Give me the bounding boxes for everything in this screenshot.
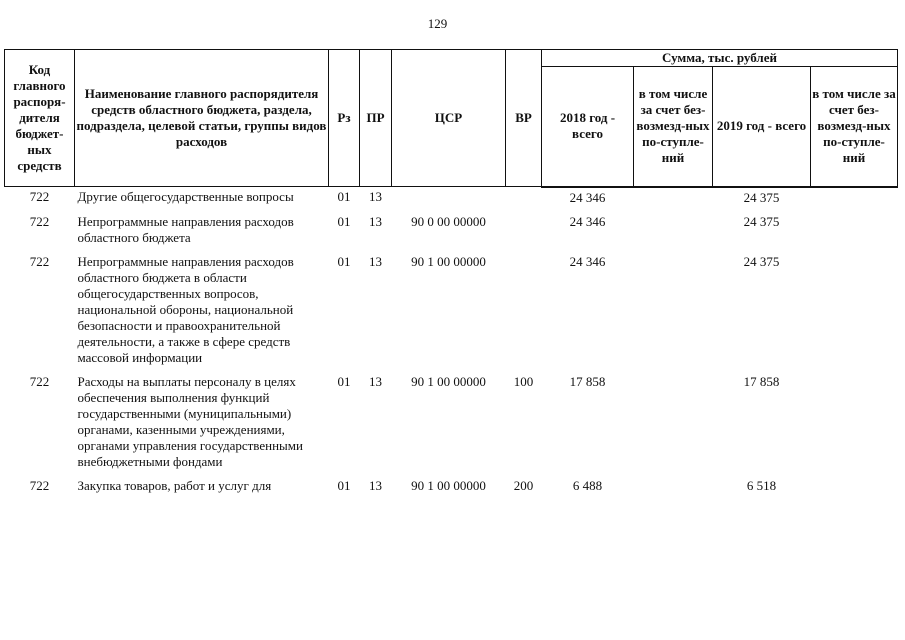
cell-csr: 90 0 00 00000 <box>411 213 486 229</box>
cell-pr: 13 <box>369 373 382 389</box>
cell-rz: 01 <box>337 213 351 229</box>
table-row <box>5 372 898 476</box>
cell-pr: 13 <box>369 477 382 493</box>
header-sum-group: Сумма, тыс. рублей <box>542 50 898 67</box>
cell-2018-total: 17 858 <box>569 373 606 389</box>
table-row <box>5 476 898 500</box>
budget-table <box>4 49 898 500</box>
cell-2019-grant <box>811 212 898 252</box>
cell-name: Непрограммные направления расходов областного бюджета в области общегосударственных вопросов, национальной обороны, национальной безопасности и правоохранительной деятельности, а также в сфере средств массовой информации <box>77 253 294 365</box>
table-row <box>5 187 898 212</box>
table-header <box>5 50 898 187</box>
cell-rz: 01 <box>337 253 351 269</box>
header-name: Наименование главного распорядителя средств областного бюджета, раздела, подраздела, целевой статьи, группы видов расходов <box>75 50 329 187</box>
table-row <box>5 252 898 372</box>
cell-2018-total: 24 346 <box>569 189 606 205</box>
cell-csr: 90 1 00 00000 <box>411 253 486 269</box>
cell-vr <box>506 187 542 212</box>
header-code: Код главного распоря-дителя бюджет-ных средств <box>5 50 75 187</box>
cell-name: Непрограммные направления расходов областного бюджета <box>77 213 294 245</box>
cell-name: Другие общегосударственные вопросы <box>77 189 294 204</box>
page-number: 129 <box>427 16 448 31</box>
cell-2019-total: 6 518 <box>746 477 777 493</box>
cell-vr: 200 <box>513 477 534 493</box>
cell-code: 722 <box>29 477 50 493</box>
cell-rz: 01 <box>337 373 351 389</box>
header-2018-grant: в том числе за счет без-возмезд-ных по-ступле-ний <box>634 67 713 187</box>
cell-2018-total: 6 488 <box>572 477 603 493</box>
cell-2019-total: 17 858 <box>743 373 780 389</box>
cell-2018-grant <box>634 476 713 500</box>
cell-name: Закупка товаров, работ и услуг для <box>77 477 272 493</box>
cell-2018-grant <box>634 212 713 252</box>
cell-2018-total: 24 346 <box>569 213 606 229</box>
cell-pr: 13 <box>369 213 382 229</box>
cell-code: 722 <box>29 253 50 269</box>
cell-csr: 90 1 00 00000 <box>411 373 486 389</box>
cell-2018-grant <box>634 372 713 476</box>
cell-2019-grant <box>811 372 898 476</box>
cell-2018-grant <box>634 252 713 372</box>
cell-pr: 13 <box>369 189 382 204</box>
cell-2018-total: 24 346 <box>569 253 606 269</box>
cell-name: Расходы на выплаты персоналу в целях обеспечения выполнения функций государственными (муниципальными) органами, казенными учреждениями, органами управления государственными внебюджетными фондами <box>77 373 303 469</box>
cell-code: 722 <box>29 189 50 204</box>
cell-2019-grant <box>811 187 898 212</box>
header-vr: ВР <box>506 50 542 187</box>
cell-rz: 01 <box>337 189 351 204</box>
header-2019-total: 2019 год - всего <box>713 67 811 187</box>
cell-rz: 01 <box>337 477 351 493</box>
cell-vr: 100 <box>513 373 534 389</box>
cell-2018-grant <box>634 187 713 212</box>
header-csr: ЦСР <box>392 50 506 187</box>
cell-2019-total: 24 375 <box>743 189 780 205</box>
cell-vr <box>506 212 542 252</box>
cell-2019-total: 24 375 <box>743 253 780 269</box>
cell-csr: 90 1 00 00000 <box>411 477 486 493</box>
header-pr: ПР <box>360 50 392 187</box>
cell-code: 722 <box>29 213 50 229</box>
cell-vr <box>506 252 542 372</box>
cell-csr <box>392 187 506 212</box>
cell-code: 722 <box>29 373 50 389</box>
header-2019-grant: в том числе за счет без-возмезд-ных по-ступле-ний <box>811 67 898 187</box>
table-body <box>5 187 898 500</box>
header-rz: Рз <box>329 50 360 187</box>
cell-2019-grant <box>811 476 898 500</box>
cell-2019-total: 24 375 <box>743 213 780 229</box>
cell-pr: 13 <box>369 253 382 269</box>
table-row <box>5 212 898 252</box>
header-2018-total: 2018 год - всего <box>542 67 634 187</box>
cell-2019-grant <box>811 252 898 372</box>
